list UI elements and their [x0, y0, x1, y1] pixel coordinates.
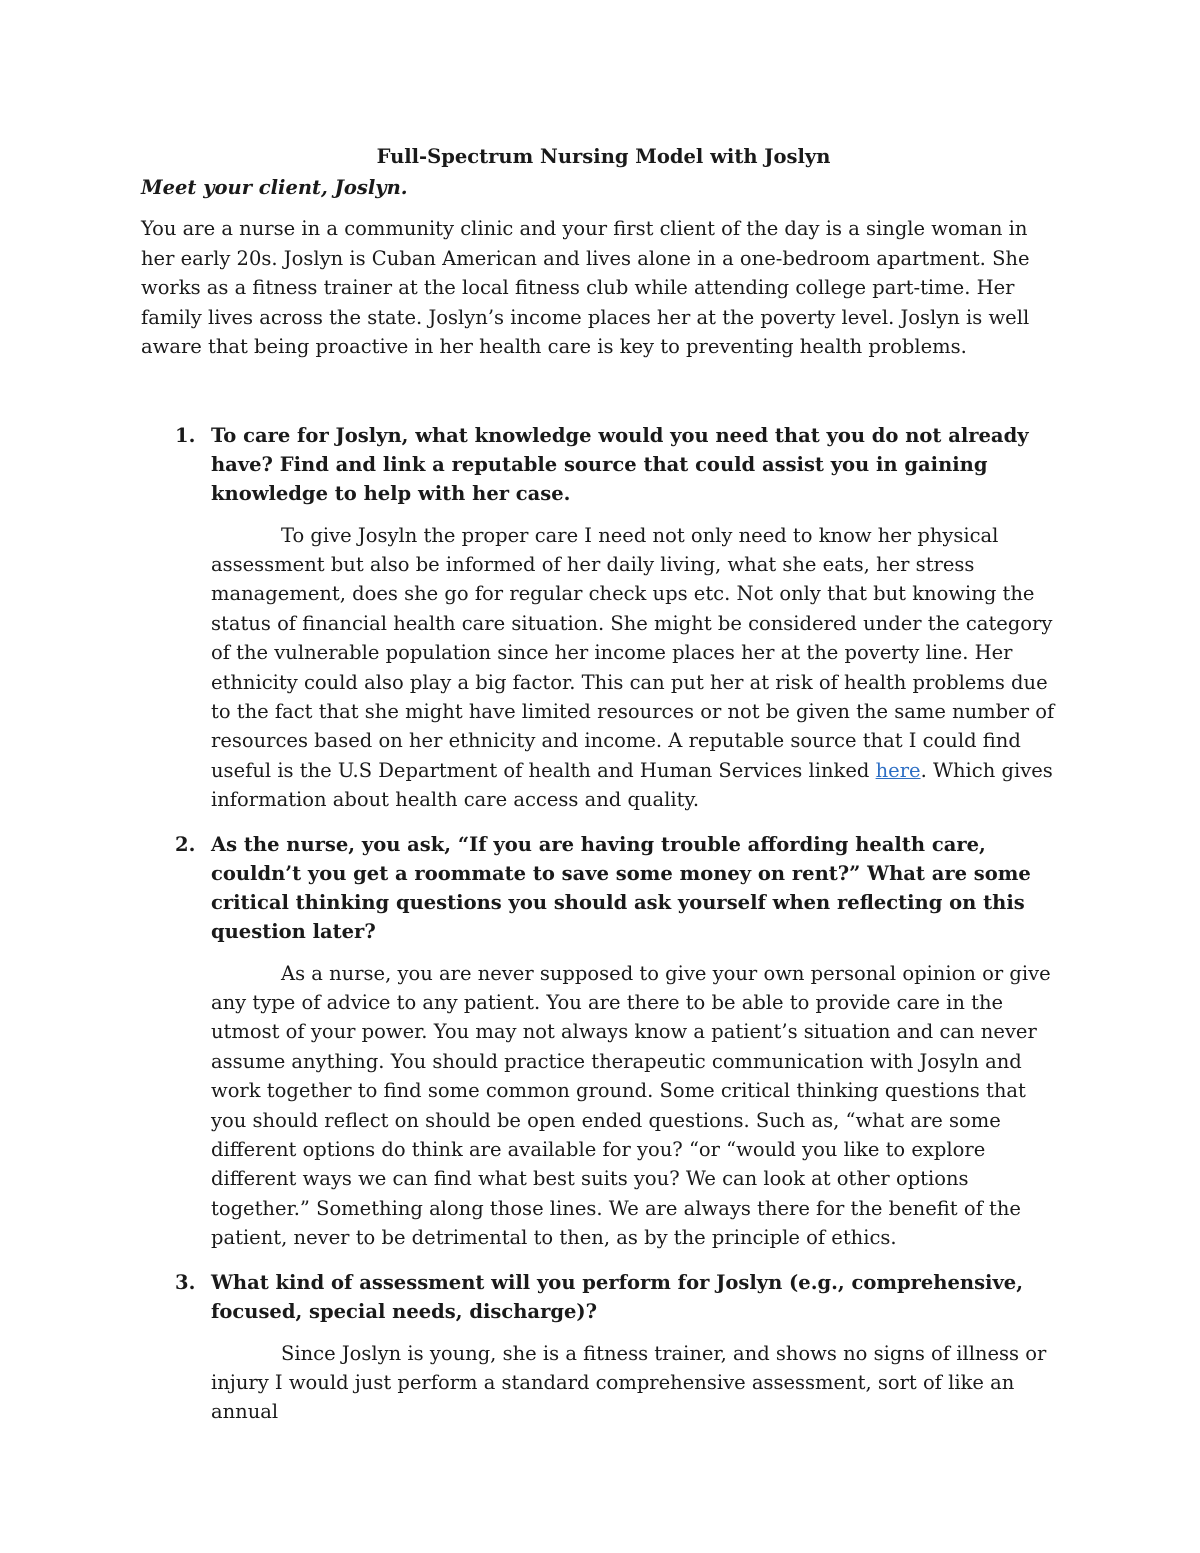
document-page — [141, 142, 1066, 1442]
answer-paragraph: Since Joslyn is young, she is a fitness trainer, and shows no signs of illness or injury I would just perform a standard comprehensive assessment, sort of like an annual — [211, 1341, 1047, 1424]
client-subheading: Meet your client, Joslyn. — [141, 176, 408, 199]
question-text: To care for Joslyn, what knowledge would you need that you do not already have? Find and link a reputable source that could assist you in gaining knowledge to help with her case. — [211, 423, 1029, 505]
answer-text-continued: . Which gives information about health care access and quality. — [211, 758, 1053, 812]
document-title: Full-Spectrum Nursing Model with Joslyn — [376, 145, 831, 168]
answer-paragraph — [211, 521, 1066, 815]
question-number: 2. — [175, 832, 196, 856]
answer-text: To give Josyln the proper care I need not only need to know her physical assessment but also be informed of her daily living, what she eats, her stress management, does she go for regular check ups etc. Not only that but knowing the status of financial health care situation. She might be considered under the category of the vulnerable population since her income places her at the poverty line. Her ethnicity could also play a big factor. This can put her at risk of health problems due to the fact that she might have limited resources or not be given the same number of resources based on her ethnicity and income. A reputable source that I could find useful is the U.S Department of health and Human Services linked — [211, 523, 1055, 782]
question-item-1 — [141, 421, 1066, 815]
question-text: What kind of assessment will you perform for Joslyn (e.g., comprehensive, focused, special needs, discharge)? — [211, 1270, 1023, 1323]
question-text: As the nurse, you ask, “If you are having trouble affording health care, couldn’t you get a roommate to save some money on rent?” What are some critical thinking questions you should ask yourself when reflecting on this question later? — [211, 832, 1031, 943]
client-intro-paragraph: You are a nurse in a community clinic and your first client of the day is a single woman in her early 20s. Joslyn is Cuban American and lives alone in a one-bedroom apartment. She works as a fitness trainer at the local fitness club while attending college part-time. Her family lives across the state. Joslyn’s income places her at the poverty level. Joslyn is well aware that being proactive in her health care is key to preventing health problems. — [141, 217, 1030, 358]
question-item-2 — [141, 830, 1066, 1253]
question-item-3 — [141, 1268, 1066, 1427]
hhs-source-link[interactable]: here — [875, 758, 921, 782]
question-list — [141, 421, 1066, 1427]
question-number: 1. — [175, 423, 196, 447]
question-number: 3. — [175, 1270, 196, 1294]
answer-paragraph: As a nurse, you are never supposed to give your own personal opinion or give any type of advice to any patient. You are there to be able to provide care in the utmost of your power. You may not always know a patient’s situation and can never assume anything. You should practice therapeutic communication with Josyln and work together to find some common ground. Some critical thinking questions that you should reflect on should be open ended questions. Such as, “what are some different options do think are available for you? “or “would you like to explore different ways we can find what best suits you? We can look at other options together.” Something along those lines. We are always there for the benefit of the patient, never to be detrimental to then, as by the principle of ethics. — [211, 961, 1051, 1250]
